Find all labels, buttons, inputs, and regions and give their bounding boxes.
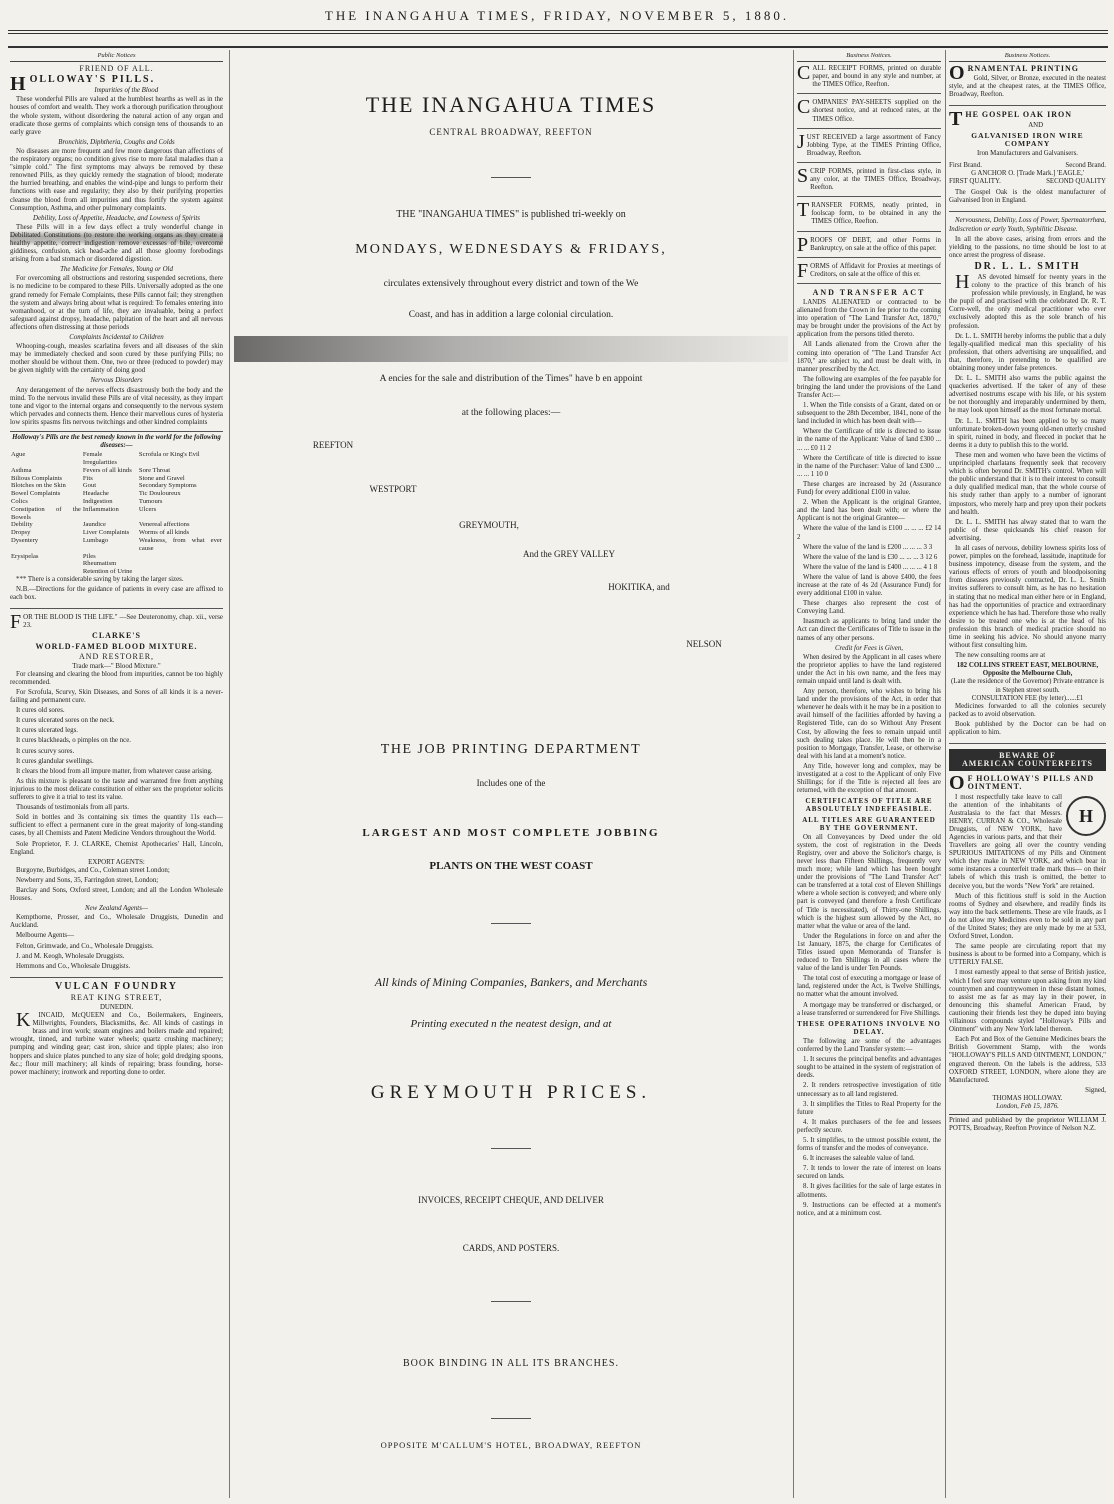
disease-cell: Blotches on the Skin bbox=[11, 482, 66, 490]
separator bbox=[491, 923, 531, 924]
advantage-item: 8. It gives facilities for the sale of large estates in allotments. bbox=[797, 1183, 941, 1199]
signature: THOMAS HOLLOWAY. bbox=[992, 1094, 1063, 1102]
business-ad: FORMS of Affidavit for Proxies at meetings of Creditors, on sale at the office of this er. bbox=[797, 263, 941, 284]
ad-subhead: The Medicine for Females, Young or Old bbox=[60, 266, 173, 274]
disease-cell bbox=[138, 560, 223, 568]
places-line: at the following places:— bbox=[461, 408, 561, 418]
cure-item: It cures scurvy sores. bbox=[16, 747, 75, 755]
ad-paragraph: The same people are circulating report that my business is about to be formed into a Company, which is UTTERLY FALSE. bbox=[949, 943, 1106, 967]
disease-cell: Dysentery bbox=[11, 536, 39, 544]
inangahua-times-advertisement bbox=[234, 52, 788, 1498]
agency-town: And the GREY VALLEY bbox=[522, 549, 616, 559]
trade-mark-seal-icon: H bbox=[1066, 796, 1106, 836]
ad-paragraph: I most earnestly appeal to that sense of British justice, which I feel sure may venture upon asking from my kind countrymen and countrywomen in these distant homes, to assist me as far as may lay in their power, in denouncing this shameful American Fraud, by cautioning their friends lest they be duped into buying villainous compounds styled "Holloway's Pills and Ointment" with any New York label thereon. bbox=[949, 969, 1106, 1034]
ad-paragraph: As this mixture is pleasant to the taste and warranted free from anything injurious to the most delicate constitution of either sex the proprietor solicits sufferers to give it a trial to test its value. bbox=[10, 777, 223, 802]
masthead: THE INANGAHUA TIMES, FRIDAY, NOVEMBER 5, 1880. bbox=[324, 8, 790, 23]
brand-label: Second Brand. bbox=[1065, 161, 1106, 169]
masthead-rule bbox=[8, 30, 1108, 31]
ad-paragraph: The Gospel Oak is the oldest manufacturer of Galvanised Iron in England. bbox=[949, 189, 1106, 205]
ad-title: GALVANISED IRON WIRE COMPANY bbox=[971, 130, 1084, 148]
ad-note: *** There is a considerable saving by taking the larger sizes. bbox=[16, 575, 184, 583]
imprint: Printed and published by the proprietor WILLIAM J. POTTS, Broadway, Reefton Province of Nelson N.Z. bbox=[949, 1114, 1106, 1133]
disease-cell bbox=[138, 553, 223, 561]
disease-row bbox=[10, 467, 223, 475]
ad-paragraph: These wonderful Pills are valued at the humblest hearths as well as in the houses of comfort and wealth. They work a thorough purification throughout the whole system, without disordering the natural action of any organ and eradicate those germs of complaints which consign tens of thousands to an early grave bbox=[10, 96, 223, 136]
quality-label: FIRST QUALITY. bbox=[949, 178, 1001, 186]
ad-street: REAT KING STREET, bbox=[70, 992, 163, 1002]
disease-cell: Dropsy bbox=[11, 529, 31, 537]
advantage-item: 2. It renders retrospective investigation of title unnecessary as to all land registered. bbox=[797, 1082, 941, 1098]
ad-paragraph: No diseases are more frequent and few more dangerous than affections of the respiratory organs; no condition gives rise to more fatal maladies than a "simple cold." The first symptoms may always be removed by these renowned Pills, as they quickly remedy the stagnation of blood; moderate the hurried breathing, and enables the wind-pipe and lungs to perform their functions with ease and regularity; they also by their purifying properties cleanse the blood from all impurities and thus fortify the system against Consumption, Asthma, and other pulmonary complaints. bbox=[10, 147, 223, 212]
disease-cell: Worms of all kinds bbox=[138, 529, 190, 537]
agents-list bbox=[10, 867, 223, 903]
column-header: Business Notices. bbox=[797, 52, 941, 62]
disease-cell: Liver Complaints bbox=[82, 529, 130, 537]
nz-agents-heading: New Zealand Agents— bbox=[84, 905, 149, 913]
land-paragraph: Under the Regulations in force on and after the 1st January, 1875, the charge for Certificates of Titles issued upon Memoranda of Transfer is reduced to Ten Shillings in all cases where the value of the land is under Ten Pounds. bbox=[797, 932, 941, 973]
ad-title: ORNAMENTAL PRINTING bbox=[949, 62, 1079, 85]
fee-item: Where the value of land is above £400, the fees increase at the rate of 4s 2d (Assurance Fund) for every additional £100 in value. bbox=[797, 573, 941, 598]
land-paragraph: A mortgage may be transferred or discharged, or a lease transferred or surrendered for Five Shillings. bbox=[797, 1001, 941, 1017]
book-binding-line: BOOK BINDING IN ALL ITS BRANCHES. bbox=[403, 1358, 619, 1369]
ad-paragraph: Nervousness, Debility, Loss of Power, Spermatorrhœa, Indiscretion or early Youth, Syphilitic Disease. bbox=[949, 217, 1106, 233]
export-heading: EXPORT AGENTS: bbox=[88, 858, 145, 866]
agent-item: Hemmons and Co., Wholesale Druggists. bbox=[16, 962, 131, 970]
signed: Signed, bbox=[1085, 1086, 1106, 1094]
business-ad: TRANSFER FORMS, neatly printed, in foolscap form, to be obtained in any the TIMES Office, Reefton. bbox=[797, 202, 941, 231]
ad-title: CLARKE'S bbox=[92, 631, 141, 641]
ad-quote: FOR THE BLOOD IS THE LIFE." —See Deuteronomy, chap. xii., verse 23. bbox=[10, 611, 223, 634]
disease-cell: Fits bbox=[82, 474, 93, 482]
disease-cell bbox=[10, 560, 82, 568]
ad-paragraph: Whooping-cough, measles scarlatina fevers and all diseases of the skin may be immediately checked and soon cured by these purifying Pills; no mother should be without them. One, two or three (reduced to powder) may be given nightly with the certainty of doing good bbox=[10, 343, 223, 375]
column-business-notices-2 bbox=[949, 52, 1106, 1498]
ad-paragraph: Thousands of testimonials from all parts. bbox=[16, 804, 129, 812]
disease-row bbox=[10, 553, 223, 561]
consulting-address: (Late the residence of the Governor) Private entrance is in Stephen street south. bbox=[950, 678, 1105, 694]
circulation-line: Coast, and has in addition a large colonial circulation. bbox=[408, 310, 614, 320]
disease-cell: Colics bbox=[11, 498, 28, 505]
advantages-list bbox=[797, 1056, 941, 1218]
disease-cell: Bowel Complaints bbox=[11, 490, 61, 498]
ad-paragraph: Medicines forwarded to all the colonies securely packed as to avoid observation. bbox=[949, 702, 1106, 718]
fee-item: 2. When the Applicant is the original Grantee, and the land has been dealt with; or where the Applicant is not the original Grantee— bbox=[797, 499, 941, 523]
ad-paragraph: For cleansing and clearing the blood from impurities, cannot be too highly recommended. bbox=[10, 670, 223, 686]
agent-item: Melbourne Agents— bbox=[16, 932, 74, 940]
proprietor: Sole Proprietor, F. J. CLARKE, Chemist Apothecaries' Hall, Lincoln, England. bbox=[10, 840, 223, 856]
disease-cell: Ulcers bbox=[138, 505, 157, 513]
ad-subhead: Debility, Loss of Appetite, Headache, and Lowness of Spirits bbox=[33, 214, 200, 222]
land-paragraph: LANDS ALIENATED or contracted to be alienated from the Crown in fee prior to the coming into operation of "The Land Transfer Act, 1870," may be brought under the provisions of the Act by application from the persons titled thereto. bbox=[797, 298, 941, 339]
ad-note: N.B.—Directions for the guidance of patients in every case are affixed to each box. bbox=[10, 586, 223, 602]
agency-town: REEFTON bbox=[312, 440, 354, 450]
guaranteed-heading: ALL TITLES ARE GUARANTEED BY THE GOVERNMENT. bbox=[802, 815, 936, 832]
advantage-item: 1. It secures the principal benefits and advantages sought to be attained in the system of registration of deeds. bbox=[797, 1056, 941, 1080]
cure-item: It cures old sores. bbox=[16, 707, 65, 715]
fee-item: Where the value of the land is £100 ... ... ... £2 14 2 bbox=[797, 525, 941, 541]
cure-item: It cures ulcerated sores on the neck. bbox=[16, 717, 115, 725]
disease-cell: Fevers of all kinds bbox=[82, 466, 132, 474]
disease-cell: Bilious Complaints bbox=[11, 474, 63, 482]
separator bbox=[491, 1148, 531, 1149]
land-paragraph: Inasmuch as applicants to bring land under the Act can direct the Certificates of Title to issue in the names of any other persons. bbox=[797, 618, 941, 642]
land-paragraph: The following are examples of the fee payable for bringing the land under the provisions of the Land Transfer Act:— bbox=[797, 375, 941, 399]
fee-item: Where the value of the land is £30 ... ... ... 3 12 6 bbox=[803, 553, 938, 561]
ad-paragraph: KINCAID, McQUEEN and Co., Boilermakers, Engineers, Millwrights, Founders, Blacksmiths, &c. All kinds of castings in brass and iron work; steam engines and boilers made and repaired; wrought, tinned, and turbine water wheels; quartz crushing machinery; pumping and winding gear; cast iron, sluice and tipple plates; also iron hoppers and sluice plates punched to any size of hole; gold dredging spoons, &c.; flour mill machinery; all kinds of repairing; brass founding, horse-power machinery; ironwork and reporting done to order. bbox=[10, 1009, 223, 1076]
business-ads bbox=[797, 62, 941, 284]
disease-row bbox=[10, 498, 223, 506]
agent-item: Barclay and Sons, Oxford street, London; and all the London Wholesale Houses. bbox=[10, 886, 223, 903]
disease-cell: Sore Throat bbox=[138, 466, 171, 474]
ad-text: AND bbox=[1028, 121, 1044, 129]
ad-subtitle: Iron Manufacturers and Galvanisers. bbox=[976, 149, 1079, 157]
ad-town: DUNEDIN. bbox=[99, 1004, 134, 1011]
land-transfer-title: AND TRANSFER ACT bbox=[812, 287, 926, 297]
disease-cell: Rheumatism bbox=[82, 560, 117, 568]
disease-cell: Inflammation bbox=[82, 505, 119, 513]
ad-paragraph: In all the above cases, arising from errors and the yielding to the passions, no time should be lost to at once arrest the progress of disease. bbox=[949, 235, 1106, 259]
disease-cell: Constipation of the Bowels bbox=[11, 505, 81, 521]
disease-cell: Jaundice bbox=[82, 521, 106, 529]
fee-item: Where the value of the land is £200 ... ... ... 3 3 bbox=[803, 543, 933, 551]
ad-title: WORLD-FAMED BLOOD MIXTURE. bbox=[35, 641, 198, 651]
disease-cell: Headache bbox=[82, 490, 109, 498]
certificates-heading: CERTIFICATES OF TITLE ARE ABSOLUTELY INDEFEASIBLE. bbox=[805, 797, 933, 814]
ad-subhead: Impurities of the Blood bbox=[94, 87, 159, 95]
cards-line: CARDS, AND POSTERS. bbox=[462, 1243, 560, 1253]
disease-cell bbox=[138, 568, 223, 576]
separator bbox=[491, 1418, 531, 1419]
cure-item: It clears the blood from all impure matter, from whatever cause arising. bbox=[16, 767, 213, 775]
masthead-rule-2 bbox=[8, 33, 1108, 34]
ad-paragraph: The new consulting rooms are at bbox=[955, 652, 1046, 660]
disease-table bbox=[10, 451, 223, 576]
holloway-warning-ad bbox=[949, 772, 1106, 1133]
banner-line: AMERICAN COUNTERFEITS bbox=[961, 759, 1093, 769]
disease-row bbox=[10, 529, 223, 537]
ad-paragraph: Sold in bottles and 3s containing six times the quantity 11s each—sufficient to effect a permanent cure in the great majority of long-standing cases, by all Chemists and Patent Medicine Vendors throughout the World. bbox=[10, 814, 223, 838]
fee-item: Where the value of the land is £400 ... ... ... 4 1 8 bbox=[803, 563, 938, 571]
circulation-line: circulates extensively throughout every district and town of the We bbox=[383, 279, 639, 289]
agent-item: Kempthorne, Prosser, and Co., Wholesale Druggists, Dunedin and Auckland. bbox=[10, 914, 223, 930]
office-location: OPPOSITE M'CALLUM'S HOTEL, BROADWAY, REEFTON bbox=[380, 1440, 642, 1450]
agent-item: J. and M. Keogh, Wholesale Druggists. bbox=[16, 952, 125, 960]
printing-line: Printing executed n the neatest design, and at bbox=[410, 1018, 612, 1030]
ad-paragraph: Each Pot and Box of the Genuine Medicines bears the British Government Stamp, with the words "HOLLOWAY'S PILLS AND OINTMENT, LONDON," engraved thereon. On the labels is the address, 533 OXFORD STREET, LONDON, where alone they are Manufactured. bbox=[949, 1036, 1106, 1084]
brand-label: First Brand. bbox=[949, 161, 982, 169]
paper-address: CENTRAL BROADWAY, REEFTON bbox=[429, 127, 593, 137]
ink-smear bbox=[234, 336, 788, 362]
disease-cell: Gout bbox=[82, 482, 97, 490]
ad-paragraph: Dr. L. L. SMITH also warns the public against the quackeries advertised. If the taker of any of these advertised nostrums escape with his life, or his system be not thoroughly and irreparably undermined by them, he may look upon himself as the most fortunate mortal. bbox=[949, 375, 1106, 415]
ad-paragraph: Dr. L. L. SMITH has alway stated that to warn the public of these quicksands his chief reason for advertising. bbox=[949, 518, 1106, 542]
column-header: Public Notices bbox=[10, 52, 223, 62]
land-paragraph: The following are some of the advantages conferred by the Land Transfer system:— bbox=[797, 1037, 941, 1054]
fee-item: These charges are increased by 2d (Assurance Fund) for every additional £100 in value. bbox=[797, 480, 941, 497]
disease-cell bbox=[10, 568, 82, 576]
business-ad: SCRIP FORMS, printed in first-class style, in any color, at the TIMES Office, Broadway, Reefton. bbox=[797, 168, 941, 197]
ad-paragraph: Dr. L. L. SMITH has been applied to by so many unfortunate broken-down young old-men utterly crushed in spirit, ruined in body, and fleeced in pocket that he deems it a duty to publish this to the world. bbox=[949, 417, 1106, 449]
signature-date: London, Feb 15, 1876. bbox=[996, 1102, 1059, 1110]
advantage-item: 9. Instructions can be effected at a moment's notice, and at a minimum cost. bbox=[797, 1201, 941, 1217]
agency-town: NELSON bbox=[686, 639, 722, 649]
nz-agents-list bbox=[10, 914, 223, 971]
disease-row bbox=[10, 568, 223, 576]
business-ad: PROOFS OF DEBT, and other Forms in Bankruptcy, on sale at the office of this paper. bbox=[797, 237, 941, 258]
consultation-fee: CONSULTATION FEE (by letter)......£1 bbox=[971, 694, 1084, 702]
fee-item: Where the Certificate of title is directed to issue in the name of the Applicant: Value of land £300 ... ... ... £0 11 2 bbox=[797, 428, 941, 452]
separator bbox=[491, 1301, 531, 1302]
land-paragraph: All Lands alienated from the Crown after the coming into operation of "The Land Transfer Act 1870," are subject to, and must be dealt with, in manner prescribed by the Act. bbox=[797, 341, 941, 373]
business-ad: COMPANIES' PAY-SHEETS supplied on the shortest notice, and at reduced rates, at the TIMES Office. bbox=[797, 99, 941, 128]
column-public-notices bbox=[10, 52, 223, 1498]
fee-item: 1. When the Title consists of a Grant, dated on or subsequent to the 28th December, 1841, none of the land included in which has been dealt with— bbox=[797, 402, 941, 426]
ad-paragraph: These men and women who have been the victims of unprincipled charlatans frequently seek that recovery which is often beyond Dr. SMITH's control. When will the public understand that it is to their interest to consult a duly qualified medical man, that the whole course of his study rather than apply to a number of ignorant impostors, who merely harp and prey upon their pockets and health. bbox=[949, 451, 1106, 516]
ad-paragraph: Book published by the Doctor can be had on application to him. bbox=[949, 720, 1106, 737]
job-printing-heading: THE JOB PRINTING DEPARTMENT bbox=[380, 742, 642, 757]
disease-cell: Tumours bbox=[138, 498, 163, 505]
quality-label: SECOND QUALITY bbox=[1046, 178, 1106, 186]
agency-town: WESTPORT bbox=[369, 484, 417, 494]
fees-list bbox=[797, 402, 941, 616]
column-divider bbox=[793, 50, 794, 1498]
disease-cell: Indigestion bbox=[82, 498, 113, 505]
consulting-address: 182 COLLINS STREET EAST, MELBOURNE, Opposite the Melbourne Club, bbox=[956, 662, 1099, 678]
ad-paragraph: Gold, Silver, or Bronze, executed in the neatest style, and at the cheapest rates, at the TIMES Office, Broadway, Reefton. bbox=[949, 75, 1106, 99]
disease-cell: Secondary Symptoms bbox=[138, 482, 197, 490]
ad-title: HOLLOWAY'S PILLS. bbox=[10, 73, 156, 96]
disease-cell: Lumbago bbox=[82, 536, 109, 544]
counterfeits-banner bbox=[949, 749, 1106, 771]
advantage-item: 5. It simplifies, to the utmost possible extent, the forms of transfer and the modes of conveyance. bbox=[797, 1136, 941, 1153]
published-line: THE "INANGAHUA TIMES" is published tri-weekly on bbox=[396, 209, 626, 220]
business-ad: JUST RECEIVED a large assortment of Fancy Jobbing Type, at the TIMES Printing Office, Broadway, Reefton. bbox=[797, 134, 941, 163]
ad-subhead: Complaints Incidental to Children bbox=[69, 334, 164, 341]
ad-kicker: FRIEND OF ALL. bbox=[79, 64, 154, 74]
disease-row bbox=[10, 560, 223, 568]
disease-cell: Weakness, from what ever cause bbox=[138, 536, 222, 552]
includes-line: Includes one of the bbox=[476, 778, 546, 788]
operations-heading: THESE OPERATIONS INVOLVE NO DELAY. bbox=[797, 1019, 941, 1036]
disease-cell: Venereal affections bbox=[138, 521, 190, 529]
publication-days: MONDAYS, WEDNESDAYS & FRIDAYS, bbox=[355, 242, 667, 257]
ad-title: DR. L. L. SMITH bbox=[974, 260, 1081, 272]
land-paragraph: When desired by the Applicant in all cases where the proprietor applies to have the land registered under the Act in his own name, and the fees may remain unpaid until land is dealt with. bbox=[797, 653, 941, 685]
disease-row bbox=[10, 475, 223, 483]
land-paragraph: Any person, therefore, who wishes to bring his land under the provisions of the Act, in order that whenever he deals with it he may be in a position to avail himself of the facilities afforded by having a Registered Title, can do so Without Any Present Cost, by allowing the fees to remain unpaid until such dealing takes place. He will then be in a position to Mortgage, Transfer, Lease, or otherwise deal with his land at a moment's notice. bbox=[797, 688, 941, 760]
paper-title: THE INANGAHUA TIMES bbox=[365, 92, 657, 117]
ad-paragraph: I most respectfully take leave to call the attention of the inhabitants of Australasia to the fact that Messrs. HENRY, CURRAN & CO., Wholesale Druggists, of NEW YORK, have Agencies in various parts, and that their Travellers are going all over the country vending SPURIOUS IMITATIONS of my Pills and Ointment which they make in NEW YORK, and which bear in some instances a counterfeit trade mark thus— on their labels of which this trash is omitted, the better to deceive you, but the words "New York" are retained. bbox=[949, 793, 1106, 890]
disease-cell: Piles bbox=[82, 552, 96, 560]
trade-mark: Trade mark—" Blood Mixture." bbox=[72, 662, 161, 670]
cure-item: It cures ulcerated legs. bbox=[16, 727, 78, 735]
cure-item: It cures glandular swellings. bbox=[16, 757, 94, 765]
ad-paragraph: HAS devoted himself for twenty years in the colony to the practice of this branch of his profession while previously, in England, he was the pupil of and practised with the celebrated Dr. R. T. Corre-well, the only medical practitioner who ever exclusively adopted this as the sole branch of his profession. bbox=[949, 270, 1106, 330]
column-header: Business Notices. bbox=[949, 52, 1106, 62]
ad-title: THE GOSPEL OAK IRON bbox=[949, 108, 1073, 131]
advantage-item: 3. It simplifies the Titles to Real Property for the future bbox=[797, 1100, 941, 1116]
disease-cell: Retention of Urine bbox=[82, 568, 133, 576]
ad-paragraph: Much of this fictitious stuff is sold in the Auction rooms of Sydney and elsewhere, and readily finds its way into the back settlements. These are vile frauds, as I do not allow my Medicines even to be sold in any part of the United States; they are only made by me at 533, Oxford Street, London. bbox=[949, 892, 1106, 941]
agency-town: HOKITIKA, and bbox=[608, 582, 670, 592]
ad-paragraph: For Scrofula, Scurvy, Skin Diseases, and Sores of all kinds it is a never-failing and permanent cure. bbox=[10, 689, 223, 705]
banner-line: BEWARE OF bbox=[999, 751, 1056, 761]
mining-line: All kinds of Mining Companies, Bankers, and Merchants bbox=[374, 975, 648, 989]
fee-item: Where the Certificate of title is directed to issue in the name of the Purchaser: Value of land £300 ... ... ... 1 10 0 bbox=[797, 454, 941, 478]
agent-item: Felton, Grimwade, and Co., Wholesale Druggists. bbox=[16, 942, 154, 950]
ad-subhead: Nervous Disorders bbox=[90, 377, 143, 385]
disease-row bbox=[10, 521, 223, 529]
ad-title: OF HOLLOWAY'S PILLS AND OINTMENT. bbox=[949, 772, 1095, 795]
disease-cell: Ague bbox=[11, 451, 26, 459]
column-divider bbox=[945, 50, 946, 1498]
ad-paragraph: In all cases of nervous, debility lowness spirits loss of power, pimples on the forehead, lassitude, inaptitude for business impotency, disease from the system, and the various effects of errors of youth and bloodpoisoning from diseases previously contracted, Dr. L. L. Smith invites sufferers to consult him, as he has no hesitation in stating that no medical man either here or in England, has had the opportunities of practice and extraordinary experience which he has had. Therefore those who really desire to be treated one who is at the head of his profession this branch of medical practice should no time in seeking his advice. No should anyone marry without first consulting him. bbox=[949, 544, 1106, 650]
ad-paragraph: Dr. L. L. SMITH hereby informs the public that a duly legally-qualified medical man this speciality of his profession, that others advertising are unqualified, and that, therefore, in pretending to be qualified are obtaining money under false pretences. bbox=[949, 332, 1106, 372]
ad-title: AND RESTORER, bbox=[78, 651, 155, 661]
disease-cell: Asthma bbox=[11, 466, 32, 474]
plants-line: PLANTS ON THE WEST COAST bbox=[429, 860, 593, 872]
column-business-notices-1 bbox=[797, 52, 941, 1498]
ad-paragraph: Any derangement of the nerves effects disastrously both the body and the mind. To the nervous invalid these Pills are of vital necessity, as they impart tone and vigor to the internal organs and consequently to the nervous system which pervades and connects them. Hence their marvellous cures of hysteria low spirits spasms fits nervous twitchings and other kindred complaints bbox=[10, 386, 223, 426]
disease-row bbox=[10, 451, 223, 467]
disease-cell: Stone and Gravel bbox=[138, 474, 185, 482]
land-paragraph: On all Conveyances by Deed under the old system, the cost of registration in the Deeds Registry, over and above the Solicitor's charge, is never less than Fifteen Shillings, frequently very much more; while land which has been bought under the provisions of "The Land Transfer Act" can be transferred at a total cost of Eleven Shillings where a whole section is conveyed; and where only part is conveyed (and therefore a fresh Certificate of Title is necessitated), of Thirty-one Shillings, which is the highest sum allowed by the Act, no matter what the value or area of the land. bbox=[797, 833, 941, 930]
disease-cell: Debility bbox=[11, 521, 33, 529]
agent-item: Burgoyne, Burbidges, and Co., Coleman street London; bbox=[16, 866, 170, 874]
clarke-blood-mixture-ad bbox=[10, 611, 223, 978]
disease-cell: Erysipelas bbox=[11, 552, 39, 560]
column-divider bbox=[229, 50, 230, 1498]
invoices-line: INVOICES, RECEIPT CHEQUE, AND DELIVER bbox=[418, 1195, 604, 1205]
gospel-oak-ad bbox=[949, 108, 1106, 212]
advantage-item: 6. It increases the saleable value of land. bbox=[803, 1155, 915, 1163]
land-paragraph: Any Title, however long and complex, may be investigated at a cost to the Applicant of only Five Shillings; for if the Title is rejected all fees are returned, with the exception of that amount. bbox=[797, 762, 941, 795]
business-ad: CALL RECEIPT FORMS, printed on durable paper, and bound in any style and number, at the TIMES Office, Reefton. bbox=[797, 65, 941, 94]
greymouth-prices: GREYMOUTH PRICES. bbox=[370, 1082, 652, 1103]
trade-mark: G ANCHOR O. [Trade Mark.] 'EAGLE,' bbox=[971, 170, 1084, 178]
cures-list bbox=[10, 707, 223, 776]
advantage-item: 7. It tends to lower the rate of interest on loans secured on lands. bbox=[797, 1165, 941, 1181]
ad-title: VULCAN FOUNDRY bbox=[55, 980, 178, 992]
credit-heading: Credit for Fees is Given, bbox=[834, 644, 904, 652]
disease-row bbox=[10, 537, 223, 553]
holloway-pills-ad bbox=[10, 65, 223, 609]
ad-paragraph: These Pills will in a few days effect a truly wonderful change in Debilitated Constitutions (to restore the working organs as they create a healthy appetite, correct indigestion remove excesses of bile, overcome giddiness, confusion, sick head-ache and all those gloomy forebodings arising from a bad stomach or disordered digestion. bbox=[10, 223, 223, 264]
advantage-item: 4. It makes purchasers of the fee and lessees perfectly secure. bbox=[797, 1118, 941, 1134]
agencies-line: A encies for the sale and distribution of the Times" have b en appoint bbox=[379, 374, 643, 384]
largest-jobbing-line: LARGEST AND MOST COMPLETE JOBBING bbox=[362, 827, 660, 839]
disease-cell: Tic Douloureux bbox=[138, 490, 181, 498]
vulcan-foundry-ad bbox=[10, 980, 223, 1077]
agent-item: Newberry and Sons, 35, Farringdon street, London; bbox=[16, 876, 159, 884]
cure-item: It cures blackheads, o pimples on the nce. bbox=[16, 737, 131, 745]
land-paragraph: The total cost of executing a mortgage or lease of land, registered under the Act, is Twelve Shillings, no matter what the amount involved. bbox=[797, 975, 941, 999]
agency-town: GREYMOUTH, bbox=[459, 520, 519, 530]
ornamental-printing-ad bbox=[949, 62, 1106, 106]
disease-cell: Scrofula or King's Evil bbox=[138, 451, 200, 459]
column-top-rule bbox=[8, 46, 1108, 48]
fee-item: These charges also represent the cost of Conveying Land. bbox=[797, 600, 941, 616]
dr-smith-ad bbox=[949, 217, 1106, 744]
disease-cell: Female Irregularities bbox=[82, 451, 117, 467]
ad-subhead: Bronchitis, Diphtheria, Coughs and Colds bbox=[58, 138, 175, 146]
ad-paragraph: For overcoming all obstructions and restoring suspended secretions, there is no medicine to be compared to these Pills. Universally adopted as the one grand remedy for Female Complaints, these Pills cannot fail; they strengthen the system and always bring about what is required: To females entering into womanhood, or at the turn of life, they are invaluable, being a perfect safeguard against dropsy, headache, palpitation of the heart and all nervous affections often distressing at those periods bbox=[10, 275, 223, 331]
disease-row bbox=[10, 506, 223, 522]
separator bbox=[491, 177, 531, 178]
disease-list-intro: Holloway's Pills are the best remedy known in the world for the following diseases:— bbox=[12, 434, 221, 450]
